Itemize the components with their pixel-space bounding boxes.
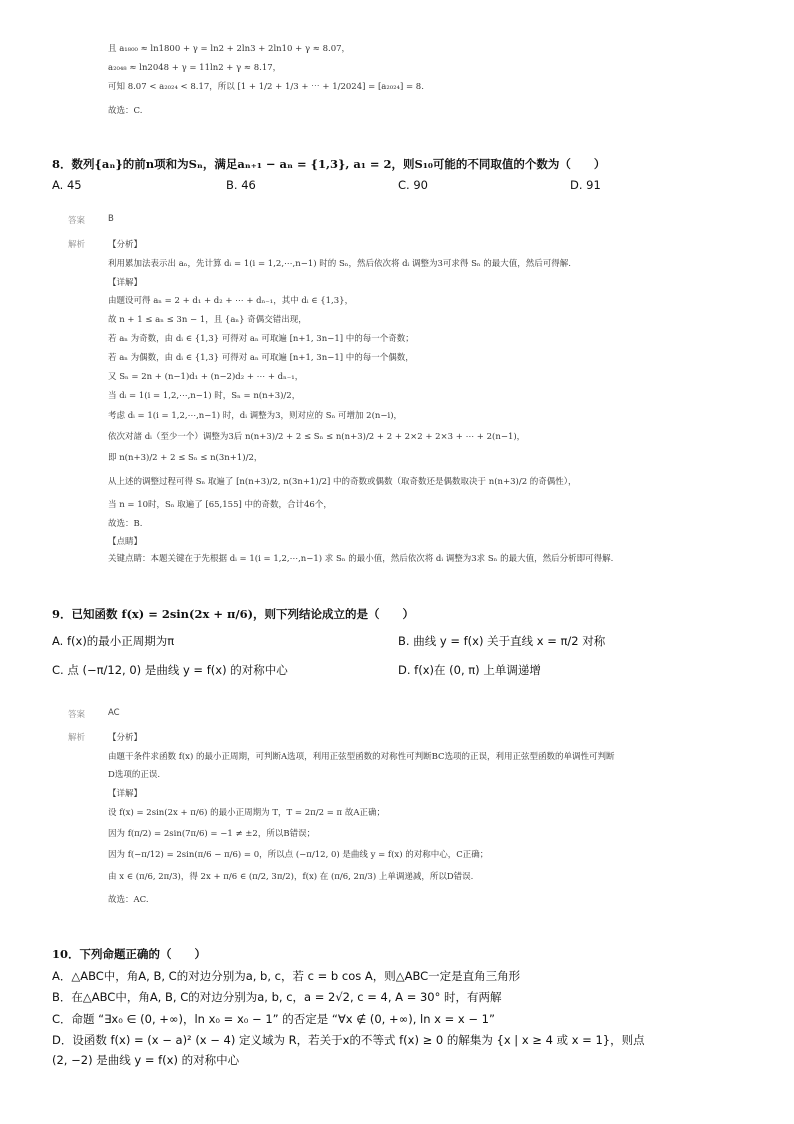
q8-line: 故 n + 1 ≤ aₙ ≤ 3n − 1，且 {aₙ} 奇偶交错出现，: [108, 315, 307, 325]
prev-line-3: 可知 8.07 < a₂₀₂₄ < 8.17，所以 [1 + 1/2 + 1/3 + ⋯ + 1/2024] = [a₂₀₂₄] = 8.: [108, 82, 424, 92]
prev-line-2: a₂₀₄₈ ≈ ln2048 + γ = 11ln2 + γ ≈ 8.17，: [108, 63, 282, 73]
q9-line: 【详解】: [108, 789, 143, 799]
q8-answer: B: [108, 214, 114, 224]
q9-option-d: D. f(x)在 (0, π) 上单调递增: [398, 663, 541, 677]
q10-option-a: A．△ABC中，角A, B, C的对边分别为a, b, c，若 c = b cos A，则△ABC一定是直角三角形: [52, 969, 521, 983]
q8-line: 从上述的调整过程可得 Sₙ 取遍了 [n(n+3)/2, n(3n+1)/2] 中的奇数或偶数（取奇数还是偶数取决于 n(n+3)/2 的奇偶性），: [108, 477, 577, 487]
q8-line: 利用累加法表示出 aₙ，先计算 dᵢ = 1(i = 1,2,⋯,n−1) 时的 Sₙ，然后依次将 dᵢ 调整为3可求得 Sₙ 的最大值，然后可得解.: [108, 259, 572, 269]
q10-option-b: B．在△ABC中，角A, B, C的对边分别为a, b, c，a = 2√2, c = 4, A = 30° 时，有两解: [52, 990, 502, 1004]
q9-line: D选项的正误.: [108, 770, 161, 780]
q8-line: 【点睛】: [108, 537, 143, 547]
q10-stem: 10．下列命题正确的（ ）: [52, 947, 207, 961]
q9-line: 设 f(x) = 2sin(2x + π/6) 的最小正周期为 T，T = 2π/2 = π 故A正确；: [108, 808, 385, 818]
q8-line: 关键点睛：本题关键在于先根据 dᵢ = 1(i = 1,2,⋯,n−1) 求 Sₙ 的最小值，然后依次将 dᵢ 调整为3求 Sₙ 的最大值，然后分析即可得解.: [108, 554, 614, 564]
q9-stem: 9．已知函数 f(x) = 2sin(2x + π/6)，则下列结论成立的是（ ）: [52, 607, 415, 621]
q8-line: 【分析】: [108, 240, 143, 250]
q8-line: 当 n = 10时，Sₙ 取遍了 [65,155] 中的奇数，合计46个，: [108, 500, 332, 510]
q8-line: 当 dᵢ = 1(i = 1,2,⋯,n−1) 时，Sₙ = n(n+3)/2，: [108, 391, 301, 401]
q9-line: 由題干条件求函数 f(x) 的最小正周期，可判断A选项，利用正弦型函数的对称性可判断BC选项的正误，利用正弦型函数的单调性可判断: [108, 752, 615, 762]
q8-line: 考虑 dᵢ = 1(i = 1,2,⋯,n−1) 时，dᵢ 调整为3，则对应的 Sₙ 可增加 2(n−i)，: [108, 411, 403, 421]
q9-line: 因为 f(π/2) = 2sin(7π/6) = −1 ≠ ±2，所以B错误；: [108, 829, 316, 839]
q9-line: 【分析】: [108, 733, 143, 743]
prev-line-4: 故选：C.: [108, 106, 143, 116]
q8-answer-label: 答案: [68, 216, 86, 226]
q8-line: 若 aₙ 为奇数，由 dᵢ ∈ {1,3} 可得对 aₙ 可取遍 [n+1, 3n−1] 中的每一个奇数；: [108, 334, 414, 344]
q9-analysis-label: 解析: [68, 733, 86, 743]
q10-option-d: D．设函数 f(x) = (x − a)² (x − 4) 定义域为 R，若关于x的不等式 f(x) ≥ 0 的解集为 {x | x ≥ 4 或 x = 1}，则点: [52, 1033, 645, 1047]
q8-stem: 8．数列{aₙ}的前n项和为Sₙ，满足aₙ₊₁ − aₙ = {1,3}, a₁ = 2，则S₁₀可能的不同取值的个数为（ ）: [52, 157, 606, 171]
prev-line-1: 且 a₁₈₀₀ ≈ ln1800 + γ = ln2 + 2ln3 + 2ln10 + γ ≈ 8.07，: [108, 44, 351, 54]
q8-option-d: D. 91: [570, 178, 601, 192]
q10-option-d-cont: (2, −2) 是曲线 y = f(x) 的对称中心: [52, 1053, 240, 1067]
q8-option-b: B. 46: [226, 178, 256, 192]
q8-analysis-label: 解析: [68, 240, 86, 250]
q9-option-b: B. 曲线 y = f(x) 关于直线 x = π/2 对称: [398, 634, 606, 648]
q9-option-a: A. f(x)的最小正周期为π: [52, 634, 175, 648]
q9-line: 因为 f(−π/12) = 2sin(π/6 − π/6) = 0，所以点 (−π/12, 0) 是曲线 y = f(x) 的对称中心，C正确；: [108, 850, 489, 860]
q9-answer-label: 答案: [68, 710, 86, 720]
q8-line: 【详解】: [108, 278, 143, 288]
q8-line: 故选：B.: [108, 519, 143, 529]
q9-option-c: C. 点 (−π/12, 0) 是曲线 y = f(x) 的对称中心: [52, 663, 288, 677]
q8-option-c: C. 90: [398, 178, 428, 192]
q8-line: 依次对諸 dᵢ（至少一个）调整为3后 n(n+3)/2 + 2 ≤ Sₙ ≤ n(n+3)/2 + 2 + 2×2 + 2×3 + ⋯ + 2(n−1)，: [108, 432, 526, 442]
q8-line: 若 aₙ 为偶数，由 dᵢ ∈ {1,3} 可得对 aₙ 可取遍 [n+1, 3n−1] 中的每一个偶数，: [108, 353, 414, 363]
q8-line: 又 Sₙ = 2n + (n−1)d₁ + (n−2)d₂ + ⋯ + dₙ₋₁，: [108, 372, 304, 382]
q9-line: 由 x ∈ (π/6, 2π/3)，得 2x + π/6 ∈ (π/2, 3π/2)，f(x) 在 (π/6, 2π/3) 上单调递减，所以D错误.: [108, 872, 474, 882]
q8-line: 即 n(n+3)/2 + 2 ≤ Sₙ ≤ n(3n+1)/2，: [108, 453, 263, 463]
q10-option-c: C．命题 “∃x₀ ∈ (0, +∞)，ln x₀ = x₀ − 1” 的否定是 “∀x ∉ (0, +∞), ln x = x − 1”: [52, 1012, 495, 1026]
q9-line: 故选：AC.: [108, 895, 149, 905]
q9-answer: AC: [108, 708, 120, 718]
q8-option-a: A. 45: [52, 178, 82, 192]
q8-line: 由题设可得 aₙ = 2 + d₁ + d₂ + ⋯ + dₙ₋₁，其中 dᵢ ∈ {1,3}，: [108, 296, 354, 306]
